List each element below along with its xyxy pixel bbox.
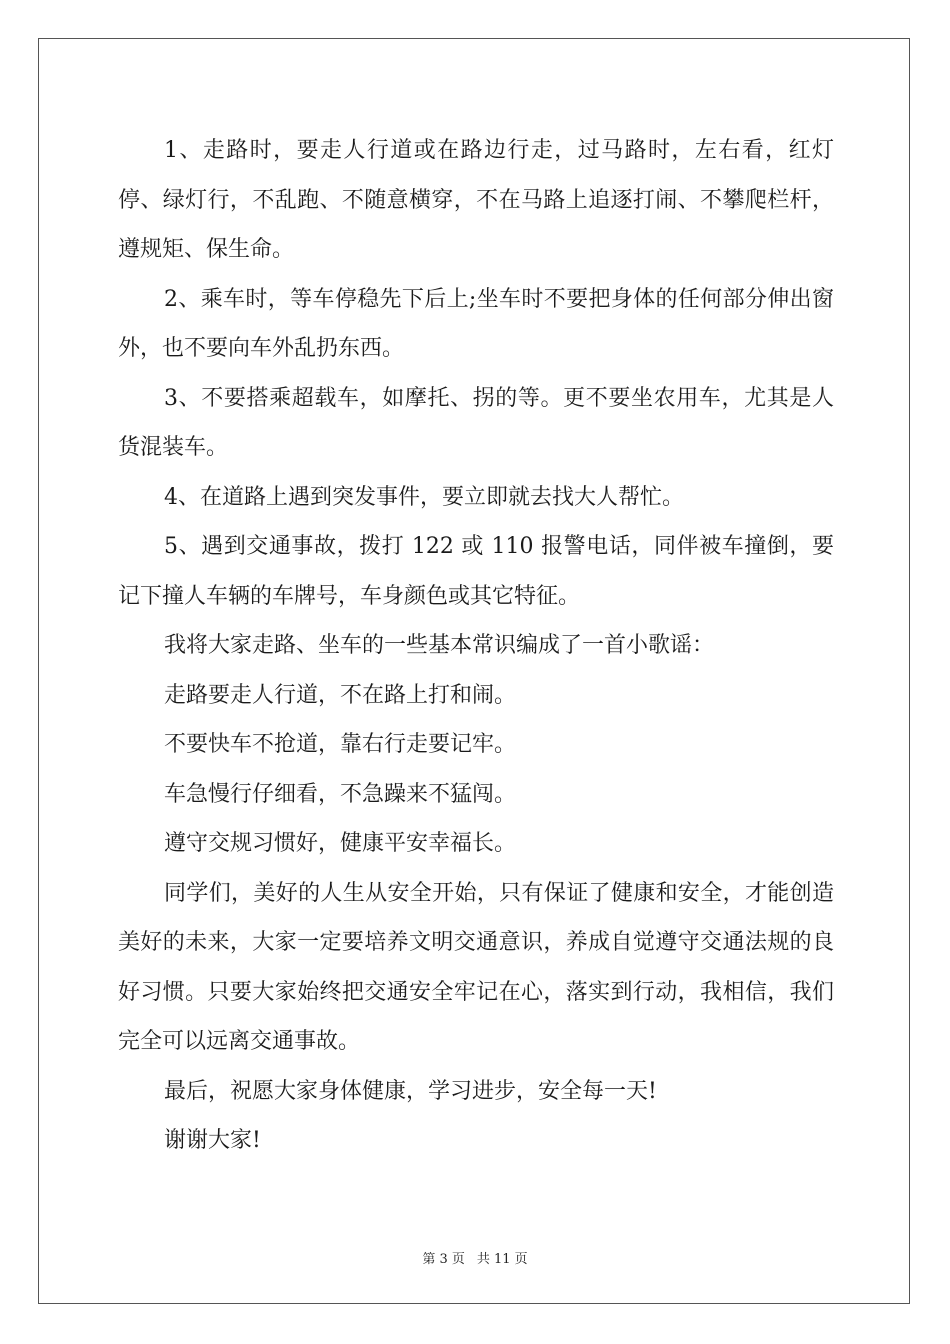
paragraph-5: 5、遇到交通事故，拨打 122 或 110 报警电话，同伴被车撞倒，要记下撞人车辆的车牌号，车身颜色或其它特征。 xyxy=(118,534,834,609)
song-line-2: 不要快车不抢道，靠右行走要记牢。 xyxy=(164,732,517,757)
wishes-paragraph: 最后，祝愿大家身体健康，学习进步，安全每一天! xyxy=(164,1078,657,1104)
song-intro: 我将大家走路、坐车的一些基本常识编成了一首小歌谣： xyxy=(164,633,715,658)
song-line-1: 走路要走人行道，不在路上打和闹。 xyxy=(164,682,517,708)
thanks-paragraph: 谢谢大家! xyxy=(164,1128,261,1153)
paragraph-3: 3、不要搭乘超载车，如摩托、拐的等。更不要坐农用车，尤其是人货混装车。 xyxy=(118,385,834,460)
song-line-3: 车急慢行仔细看，不急躁来不猛闯。 xyxy=(164,781,517,807)
page-number: 第 3 页 xyxy=(422,1252,465,1267)
paragraph-4: 4、在道路上遇到突发事件，要立即就去找大人帮忙。 xyxy=(164,484,684,510)
paragraph-2: 2、乘车时，等车停稳先下后上;坐车时不要把身体的任何部分伸出窗外，也不要向车外乱扔东西。 xyxy=(118,286,834,361)
document-body xyxy=(118,126,834,1166)
page-total: 共 11 页 xyxy=(476,1252,528,1267)
page-footer xyxy=(0,1248,950,1267)
song-line-4: 遵守交规习惯好，健康平安幸福长。 xyxy=(164,831,517,856)
closing-paragraph: 同学们，美好的人生从安全开始，只有保证了健康和安全，才能创造美好的未来，大家一定要培养文明交通意识，养成自觉遵守交通法规的良好习惯。只要大家始终把交通安全牢记在心，落实到行动，我相信，我们完全可以远离交通事故。 xyxy=(118,880,834,1054)
paragraph-1: 1、走路时，要走人行道或在路边行走，过马路时，左右看，红灯停、绿灯行，不乱跑、不随意横穿，不在马路上追逐打闹、不攀爬栏杆，遵规矩、保生命。 xyxy=(118,138,834,262)
